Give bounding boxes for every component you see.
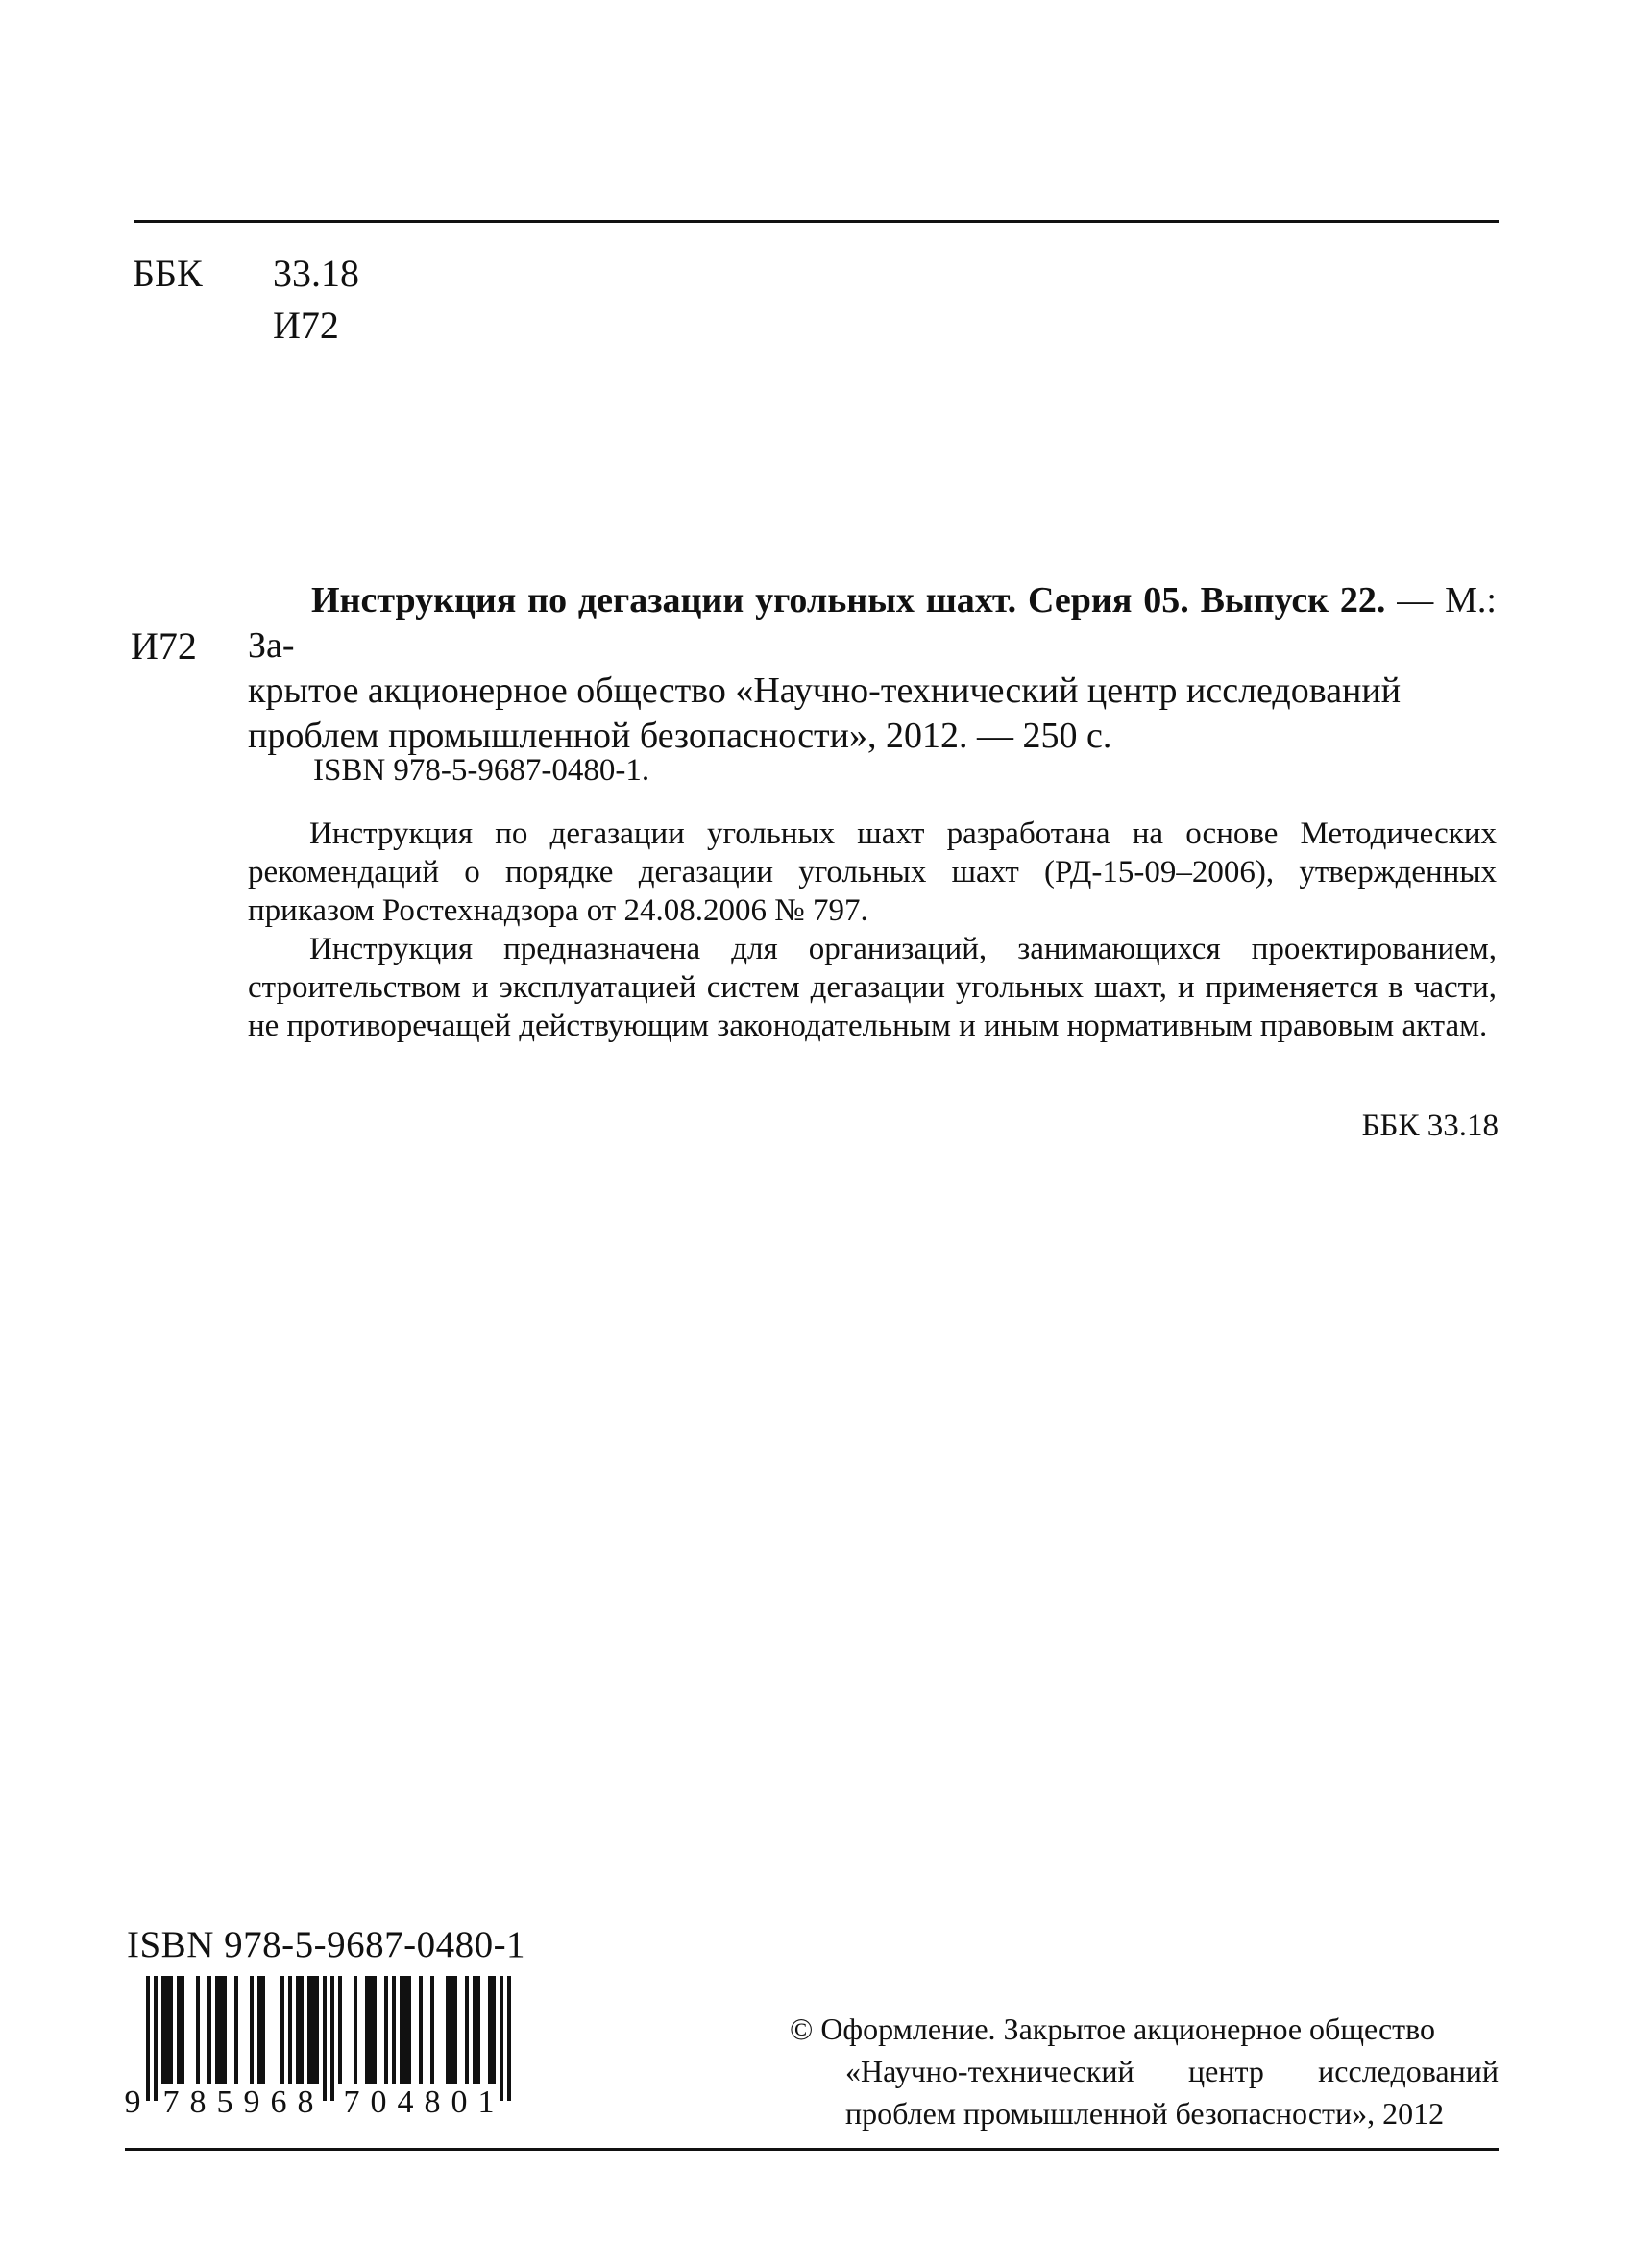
barcode-bar	[384, 1976, 388, 2084]
barcode-bar	[365, 1976, 369, 2084]
barcode-bar	[330, 1976, 334, 2101]
barcode-bar	[407, 1976, 411, 2084]
barcode-bar	[219, 1976, 223, 2084]
barcode-bar	[257, 1976, 261, 2084]
annotation	[248, 815, 1497, 1045]
barcode-bar	[492, 1976, 496, 2084]
isbn-text: ISBN 978-5-9687-0480-1.	[313, 753, 650, 788]
barcode-bar	[392, 1976, 396, 2084]
barcode-bar	[500, 1976, 503, 2101]
barcode-digit: 8	[424, 2085, 441, 2118]
barcode-bar	[296, 1976, 300, 2084]
barcode-bar	[476, 1976, 480, 2084]
annotation-paragraph: Инструкция по дегазации угольных шахт разработана на основе Методических рекомендаций о порядке дегазации угольных шахт (РД-15-09–2006), утвержденных приказом Ростехнадзора от 24.08.2006 № 797.	[248, 817, 1497, 928]
barcode-bar	[373, 1976, 377, 2084]
barcode-digit: 9	[124, 2085, 141, 2118]
barcode-bar	[250, 1976, 254, 2084]
barcode-bar	[169, 1976, 173, 2084]
annotation-paragraph: Инструкция предназначена для организаций, занимающихся проектированием, строительством и эксплуатацией систем дегазации угольных шахт, и применяется в части, не противоречащей действующим законодательным и иным нормативным правовым актам.	[248, 932, 1497, 1043]
barcode-graphic	[123, 1974, 536, 2118]
bbk-label: ББК	[133, 252, 203, 295]
publisher-year-pages: проблем промышленной безопасности», 2012. — 250 с.	[248, 716, 1112, 756]
barcode-digit: 7	[162, 2085, 180, 2118]
barcode-bar	[354, 1976, 357, 2084]
barcode-bar	[323, 1976, 327, 2101]
barcode-bar	[307, 1976, 311, 2084]
copyright-block	[790, 2008, 1499, 2134]
barcode-bar	[207, 1976, 211, 2084]
barcode-bar	[300, 1976, 304, 2084]
barcode-bar	[400, 1976, 403, 2084]
barcode-digit: 6	[270, 2085, 287, 2118]
barcode-bar	[419, 1976, 423, 2084]
bibliographic-entry	[248, 578, 1497, 759]
barcode-bar	[507, 1976, 511, 2101]
barcode-bar	[181, 1976, 184, 2084]
barcode-bar	[315, 1976, 319, 2084]
barcode-bar	[369, 1976, 373, 2084]
isbn-barcode	[123, 1974, 536, 2118]
barcode-bar	[154, 1976, 158, 2101]
barcode-bar	[430, 1976, 434, 2084]
isbn-large: ISBN 978-5-9687-0480-1	[127, 1924, 526, 1965]
author-mark: И72	[273, 304, 339, 347]
bottom-rule	[125, 2148, 1499, 2151]
bbk-code: 33.18	[273, 252, 359, 295]
barcode-digit: 5	[216, 2085, 233, 2118]
barcode-bar	[146, 1976, 150, 2101]
barcode-bar	[311, 1976, 315, 2084]
bbk-bottom: ББК 33.18	[1361, 1109, 1499, 1143]
barcode-digit: 0	[370, 2085, 387, 2118]
barcode-bar	[280, 1976, 284, 2084]
barcode-bar	[338, 1976, 342, 2084]
author-mark-row	[133, 300, 359, 352]
barcode-digit: 1	[477, 2085, 495, 2118]
barcode-digit: 9	[243, 2085, 260, 2118]
barcode-bar	[165, 1976, 169, 2084]
barcode-bar	[261, 1976, 265, 2084]
barcode-bar	[488, 1976, 492, 2084]
copyright-line: проблем промышленной безопасности», 2012	[845, 2096, 1445, 2131]
copyright-line: © Оформление. Закрытое акционерное общество	[790, 2012, 1436, 2046]
classification-block	[133, 248, 359, 352]
book-title: Инструкция по дегазации угольных шахт. Серия 05. Выпуск 22.	[311, 580, 1386, 621]
barcode-bar	[450, 1976, 453, 2084]
barcode-bar	[453, 1976, 457, 2084]
barcode-bar	[473, 1976, 476, 2084]
copyright-line: «Научно-технический центр исследований	[845, 2054, 1499, 2088]
barcode-digit: 7	[343, 2085, 360, 2118]
barcode-bar	[196, 1976, 200, 2084]
barcode-bar	[215, 1976, 219, 2084]
barcode-bar	[177, 1976, 181, 2084]
barcode-bar	[161, 1976, 165, 2084]
top-rule	[134, 220, 1499, 223]
publication-place: — М.: За-	[248, 580, 1497, 666]
barcode-digit: 0	[451, 2085, 468, 2118]
barcode-bar	[465, 1976, 469, 2084]
barcode-digit: 4	[397, 2085, 414, 2118]
side-author-mark: И72	[131, 624, 197, 668]
bbk-row	[133, 248, 359, 300]
barcode-bar	[403, 1976, 407, 2084]
barcode-digit: 8	[297, 2085, 314, 2118]
publisher-line: крытое акционерное общество «Научно-технический центр исследований	[248, 671, 1402, 711]
barcode-bar	[288, 1976, 292, 2084]
barcode-digit: 8	[189, 2085, 207, 2118]
barcode-bar	[234, 1976, 238, 2084]
barcode-bar	[446, 1976, 450, 2084]
barcode-bar	[223, 1976, 227, 2084]
